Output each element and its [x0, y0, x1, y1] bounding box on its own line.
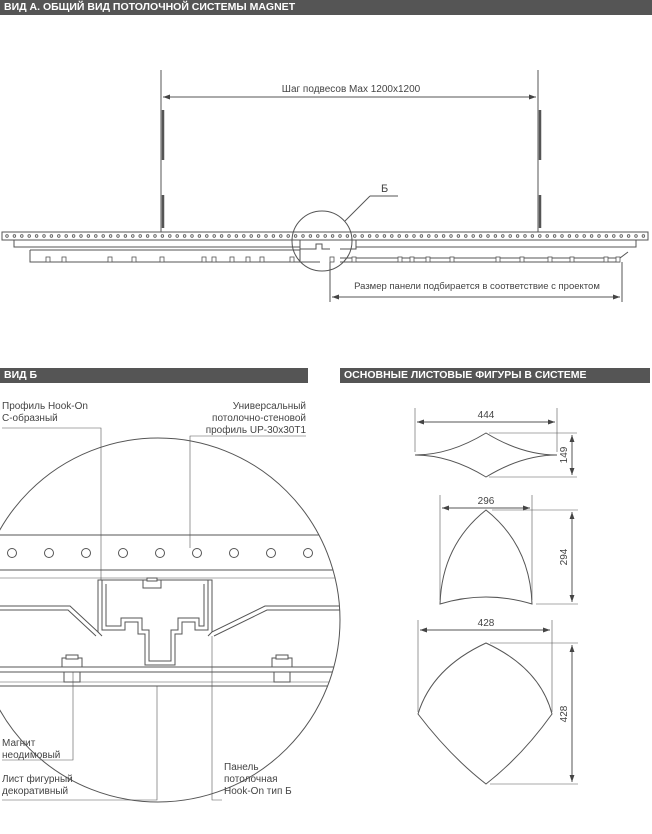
profile-hole	[465, 235, 468, 238]
profile-hole	[494, 235, 497, 238]
magnet-mark	[260, 257, 264, 262]
profile-hole	[206, 235, 209, 238]
profile-hole	[413, 235, 416, 238]
magnet-mark	[202, 257, 206, 262]
profile-hole	[35, 235, 38, 238]
magnet-mark	[410, 257, 414, 262]
magnet-mark	[46, 257, 50, 262]
profile-hole	[613, 235, 616, 238]
profile-hole	[6, 235, 9, 238]
label-sheet	[2, 774, 73, 798]
magnet-mark	[548, 257, 552, 262]
detail-hole	[156, 549, 165, 558]
profile-hole	[132, 235, 135, 238]
profile-hole	[509, 235, 512, 238]
profile-hole	[331, 235, 334, 238]
figure-2-width: 296	[477, 496, 495, 507]
profile-hole	[627, 235, 630, 238]
label-hook-on-profile	[2, 401, 88, 425]
label-universal-line-2: потолочно-стеновой	[212, 413, 306, 424]
profile-hole	[183, 235, 186, 238]
profile-hole	[361, 235, 364, 238]
label-magnet-line-1: Магнит	[2, 738, 36, 749]
profile-hole	[317, 235, 320, 238]
profile-hole	[583, 235, 586, 238]
profile-hole	[405, 235, 408, 238]
profile-hole	[102, 235, 105, 238]
panel-right	[340, 252, 628, 262]
detail-hole	[267, 549, 276, 558]
profile-hole	[80, 235, 83, 238]
profile-hole	[287, 235, 290, 238]
profile-hole	[568, 235, 571, 238]
profile-hole	[605, 235, 608, 238]
profile-hole	[450, 235, 453, 238]
magnet-left-detail	[62, 655, 82, 682]
magnet-mark	[426, 257, 430, 262]
profile-hole	[176, 235, 179, 238]
magnet-right-detail	[272, 655, 292, 682]
magnet-mark	[290, 257, 294, 262]
leader-universal	[190, 436, 306, 548]
profile-hole	[598, 235, 601, 238]
figure-3-shape	[418, 643, 552, 784]
label-panel	[224, 762, 292, 798]
view-a-header: ВИД А. ОБЩИЙ ВИД ПОТОЛОЧНОЙ СИСТЕМЫ MAGNET	[0, 0, 652, 15]
magnet-mark	[230, 257, 234, 262]
magnet-mark	[108, 257, 112, 262]
profile-hole	[383, 235, 386, 238]
profile-hole	[294, 235, 297, 238]
profile-hole	[109, 235, 112, 238]
profile-hole	[324, 235, 327, 238]
magnet-mark	[330, 257, 334, 262]
profile-hole	[250, 235, 253, 238]
profile-hole	[309, 235, 312, 238]
profile-hole	[620, 235, 623, 238]
profile-hole	[228, 235, 231, 238]
view-b-header: ВИД Б	[0, 368, 308, 383]
figure-3-width: 428	[477, 618, 495, 629]
label-panel-line-2: потолочная	[224, 774, 278, 785]
magnet-mark	[212, 257, 216, 262]
detail-hole	[45, 549, 54, 558]
figures-drawing	[415, 408, 578, 784]
figure-1-width: 444	[477, 410, 495, 421]
label-panel-line-1: Панель	[224, 762, 259, 773]
profile-hole	[487, 235, 490, 238]
profile-hole	[472, 235, 475, 238]
callout-b-label: Б	[381, 183, 389, 195]
profile-hole	[95, 235, 98, 238]
profile-hole	[457, 235, 460, 238]
profile-hole	[561, 235, 564, 238]
profile-hole	[502, 235, 505, 238]
hanger-rod-left	[161, 70, 163, 232]
profile-hole	[280, 235, 283, 238]
magnet-mark	[62, 257, 66, 262]
hanger-spacing-label: Шаг подвесов Max 1200x1200	[281, 84, 421, 95]
figure-1-shape	[415, 433, 557, 477]
panel-left	[30, 250, 320, 262]
callout-circle-b	[292, 211, 352, 271]
figure-2-shape	[440, 510, 532, 604]
label-magnet	[2, 738, 60, 762]
label-universal-profile	[206, 401, 306, 437]
magnet-mark	[604, 257, 608, 262]
detail-hole	[304, 549, 313, 558]
profile-hole	[420, 235, 423, 238]
profile-hole	[220, 235, 223, 238]
detail-hole	[230, 549, 239, 558]
view-a-drawing	[2, 70, 648, 302]
magnet-mark	[398, 257, 402, 262]
magnet-mark	[246, 257, 250, 262]
profile-hole	[642, 235, 645, 238]
magnet-mark	[616, 257, 620, 262]
label-universal-line-3: профиль UP-30x30T1	[205, 425, 306, 436]
profile-hole	[576, 235, 579, 238]
detail-hole	[119, 549, 128, 558]
profile-hole	[339, 235, 342, 238]
detail-hole	[341, 549, 350, 558]
profile-hole	[553, 235, 556, 238]
figures-header: ОСНОВНЫЕ ЛИСТОВЫЕ ФИГУРЫ В СИСТЕМЕ	[340, 368, 650, 383]
profile-hole	[154, 235, 157, 238]
label-universal-line-1: Универсальный	[232, 401, 306, 412]
hook-on-profile	[0, 580, 340, 632]
profile-hole	[635, 235, 638, 238]
label-panel-line-3: Hook-On тип Б	[224, 786, 292, 797]
profile-hole	[272, 235, 275, 238]
detail-hole	[8, 549, 17, 558]
figure-2-height: 294	[559, 548, 570, 566]
profile-hole	[524, 235, 527, 238]
profile-hole	[346, 235, 349, 238]
profile-hole	[265, 235, 268, 238]
profile-hole	[43, 235, 46, 238]
profile-hole	[21, 235, 24, 238]
panel-size-label: Размер панели подбирается в соответствие с проектом	[354, 281, 600, 292]
detail-hole	[82, 549, 91, 558]
profile-hole	[28, 235, 31, 238]
profile-hole	[442, 235, 445, 238]
profile-hole	[428, 235, 431, 238]
profile-hole	[391, 235, 394, 238]
profile-hole	[516, 235, 519, 238]
profile-hole	[124, 235, 127, 238]
profile-hole	[191, 235, 194, 238]
figure-3-height: 428	[559, 705, 570, 723]
hanger-rod-right	[538, 70, 540, 232]
profile-hole	[13, 235, 16, 238]
detail-hole	[193, 549, 202, 558]
magnet-mark	[520, 257, 524, 262]
profile-hole	[376, 235, 379, 238]
magnet-mark	[450, 257, 454, 262]
profile-hole	[213, 235, 216, 238]
leader-panel	[212, 636, 222, 800]
magnet-mark	[160, 257, 164, 262]
profile-hole	[590, 235, 593, 238]
profile-hole	[398, 235, 401, 238]
magnet-mark	[132, 257, 136, 262]
profile-hole	[243, 235, 246, 238]
profile-hole	[354, 235, 357, 238]
profile-hole	[302, 235, 305, 238]
profile-hole	[257, 235, 260, 238]
figure-1-height: 149	[559, 446, 570, 464]
profile-hole	[65, 235, 68, 238]
label-sheet-line-2: декоративный	[2, 786, 69, 797]
profile-hole	[198, 235, 201, 238]
profile-hole	[546, 235, 549, 238]
label-sheet-line-1: Лист фигурный	[2, 774, 73, 785]
profile-hole	[50, 235, 53, 238]
magnet-mark	[496, 257, 500, 262]
profile-hole	[117, 235, 120, 238]
label-magnet-line-2: неодимовый	[2, 750, 61, 761]
profile-hole	[235, 235, 238, 238]
label-hook-on-line-2: C-образный	[2, 413, 58, 424]
profile-hole	[161, 235, 164, 238]
profile-hole	[72, 235, 75, 238]
profile-hole	[479, 235, 482, 238]
magnet-mark	[352, 257, 356, 262]
profile-hole	[58, 235, 61, 238]
profile-hole	[435, 235, 438, 238]
profile-hole	[146, 235, 149, 238]
profile-hole	[139, 235, 142, 238]
profile-hole	[169, 235, 172, 238]
profile-hole	[368, 235, 371, 238]
label-hook-on-line-1: Профиль Hook-On	[2, 401, 88, 412]
detail-profile-holes	[8, 549, 350, 558]
profile-hole	[87, 235, 90, 238]
profile-hole	[539, 235, 542, 238]
profile-hole	[531, 235, 534, 238]
magnet-mark	[570, 257, 574, 262]
